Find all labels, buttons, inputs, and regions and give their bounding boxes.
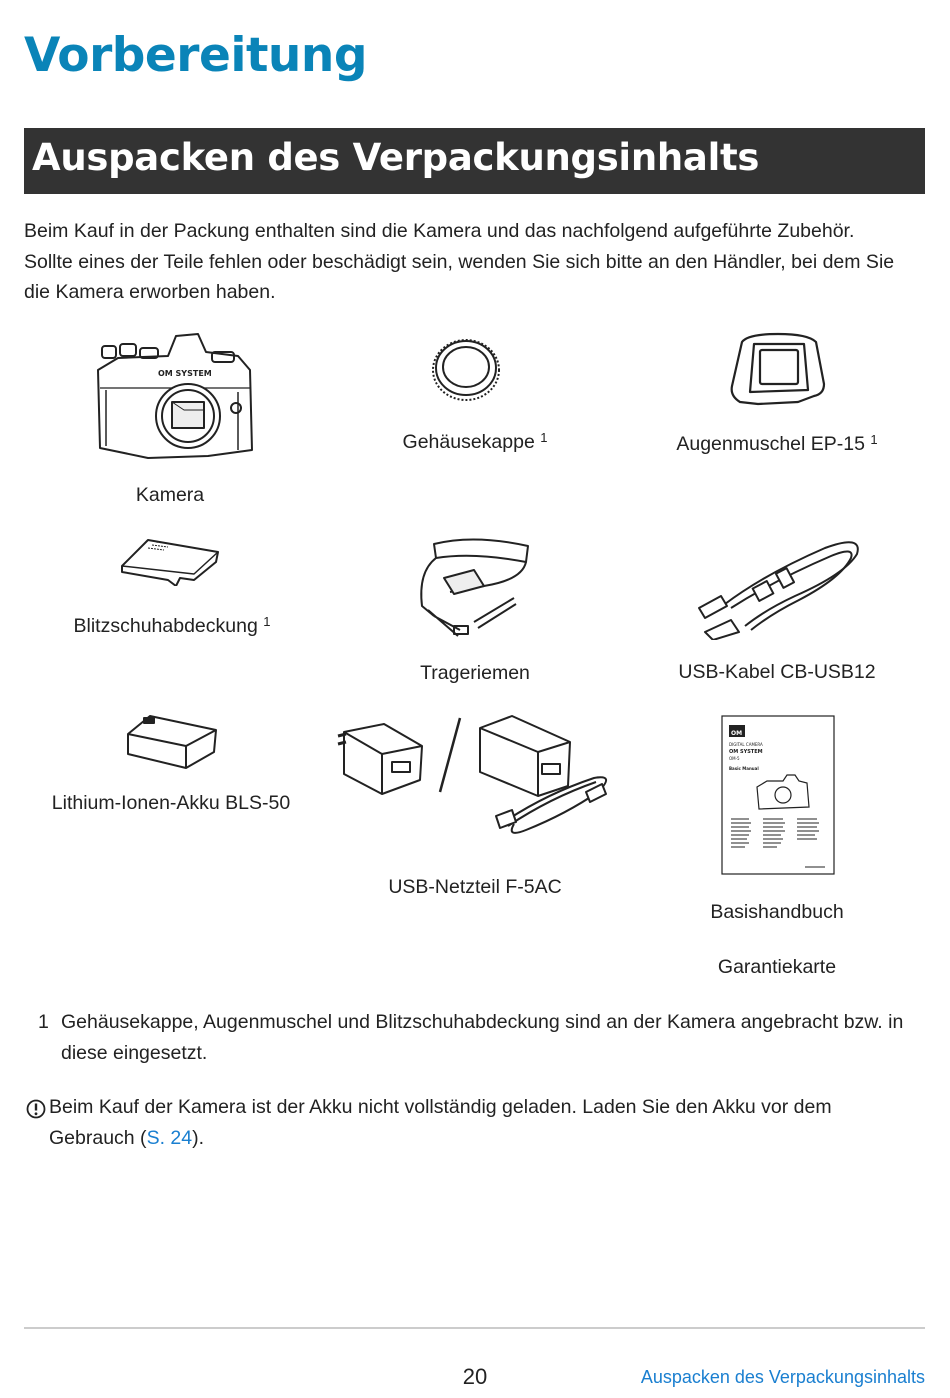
page-reference-link[interactable]: S. 24	[146, 1126, 193, 1149]
item-augenmuschel-label: Augenmuschel EP-15	[676, 433, 865, 455]
page-number: 20	[462, 1364, 488, 1389]
intro-line-3: die Kamera erworben haben.	[24, 281, 276, 303]
item-blitzschuh	[62, 614, 282, 638]
caution-icon	[26, 1098, 46, 1129]
item-augenmuschel	[672, 432, 882, 456]
item-usbkabel-label: USB-Kabel CB-USB12	[678, 661, 876, 683]
manual-line4: Basic Manual	[729, 766, 759, 771]
item-gehaeusekappe	[390, 430, 560, 454]
manual-line1: DIGITAL CAMERA	[729, 742, 763, 747]
section-title-bar	[24, 128, 925, 194]
camera-illustration	[88, 330, 258, 462]
section-title: Auspacken des Verpackungsinhalts	[32, 136, 760, 179]
manual-line2: OM SYSTEM	[729, 749, 763, 755]
note-line-1: Beim Kauf der Kamera ist der Akku nicht vollständig geladen. Laden Sie den Akku vor dem	[49, 1096, 832, 1118]
intro-text	[24, 216, 924, 308]
eyecup-illustration	[728, 330, 828, 410]
footer-section-link[interactable]: Auspacken des Verpackungsinhalts	[640, 1367, 925, 1387]
manual-line3: OM-5	[729, 756, 740, 761]
footnote-text-1: Gehäusekappe, Augenmuschel und Blitzschuhabdeckung sind an der Kamera angebracht bzw. in	[61, 1011, 904, 1033]
footnote-number: 1	[38, 1011, 49, 1033]
item-gehaeusekappe-label: Gehäusekappe	[402, 431, 535, 453]
item-akku-label: Lithium-Ionen-Akku BLS-50	[51, 792, 291, 814]
item-netzteil-label: USB-Netzteil F-5AC	[388, 876, 562, 898]
note-line-2-suffix: ).	[192, 1126, 205, 1149]
page-heading: Vorbereitung	[24, 28, 367, 83]
usb-cable-illustration	[695, 534, 863, 640]
item-blitzschuh-label: Blitzschuhabdeckung	[73, 615, 258, 637]
intro-line-1: Beim Kauf in der Packung enthalten sind die Kamera und das nachfolgend aufgeführte Zubehör.	[24, 220, 855, 242]
camera-brand-label: OM SYSTEM	[158, 369, 212, 378]
item-kamera-label: Kamera	[135, 484, 205, 506]
footnote-text-2: diese eingesetzt.	[61, 1041, 208, 1064]
battery-illustration	[124, 712, 220, 772]
footnote-ref-2: 1	[870, 432, 878, 447]
footnote-ref-1: 1	[540, 430, 548, 445]
item-handbuch-label: Basishandbuch	[710, 901, 844, 923]
note-line-2	[49, 1123, 899, 1154]
item-garantie-label: Garantiekarte	[717, 956, 837, 978]
usb-adapter-illustration	[336, 712, 616, 852]
hotshoe-cover-illustration	[118, 536, 224, 586]
item-trageriemen-label: Trageriemen	[420, 662, 530, 684]
body-cap-illustration	[430, 334, 502, 402]
intro-line-2: Sollte eines der Teile fehlen oder beschädigt sein, wenden Sie sich bitte an den Händler, bei dem Sie	[24, 250, 895, 273]
note-line-2-prefix: Gebrauch (	[49, 1126, 147, 1149]
footer-divider	[24, 1327, 925, 1329]
manual-brand: OM	[731, 730, 743, 737]
basic-manual-illustration	[721, 715, 835, 875]
strap-illustration	[414, 536, 534, 640]
footnote-ref-3: 1	[263, 614, 271, 629]
